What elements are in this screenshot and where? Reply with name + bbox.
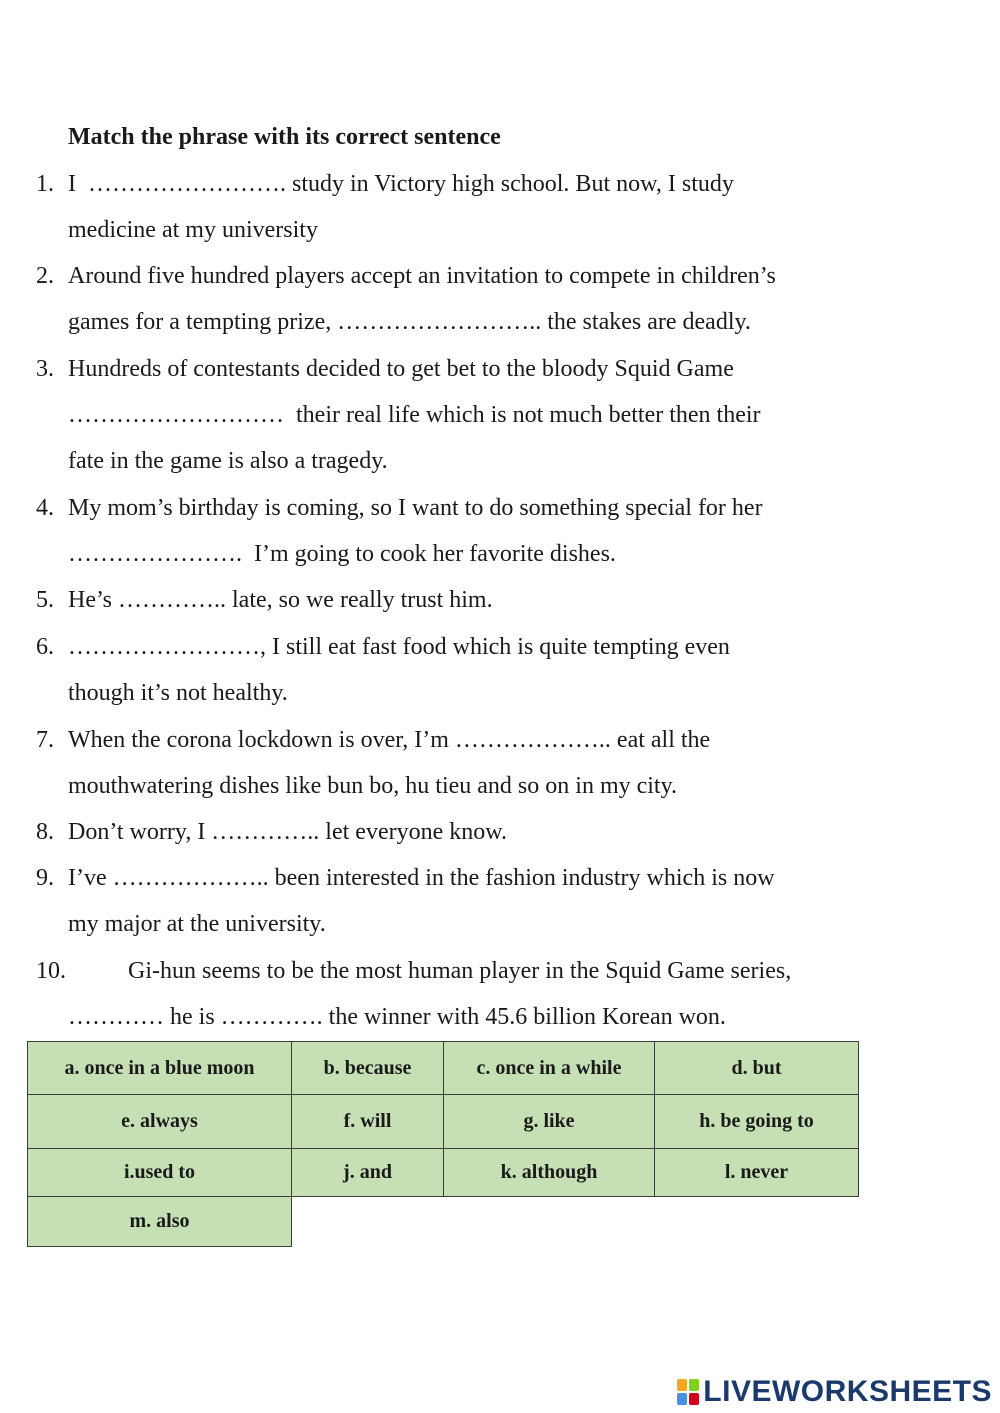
question-text-line: ………… he is …………. the winner with 45.6 billion Korean won. xyxy=(68,1004,726,1030)
question-number: 5. xyxy=(36,587,54,613)
logo-block xyxy=(677,1379,687,1391)
logo-block xyxy=(677,1393,687,1405)
table-row xyxy=(28,1095,859,1149)
question-text-line: I ……………………. study in Victory high school. But now, I study xyxy=(68,171,734,197)
question-text-line: Gi-hun seems to be the most human player in the Squid Game series, xyxy=(128,958,792,984)
answer-option[interactable]: m. also xyxy=(28,1197,292,1247)
logo-block xyxy=(689,1379,699,1391)
table-row xyxy=(28,1149,859,1197)
question-text-line: mouthwatering dishes like bun bo, hu tieu and so on in my city. xyxy=(68,773,678,799)
question-number: 6. xyxy=(36,634,54,660)
question-text-line: My mom’s birthday is coming, so I want to do something special for her xyxy=(68,495,763,521)
answer-option[interactable]: e. always xyxy=(28,1095,292,1149)
question-number: 10. xyxy=(36,958,66,984)
question-text-line: ……………………, I still eat fast food which is quite tempting even xyxy=(68,634,730,660)
question-text-line: medicine at my university xyxy=(68,217,318,243)
question-text-line: ……………………… their real life which is not much better then their xyxy=(68,402,761,428)
question-text-line: Don’t worry, I ………….. let everyone know. xyxy=(68,819,508,845)
answer-option[interactable]: i.used to xyxy=(28,1149,292,1197)
liveworksheets-watermark xyxy=(677,1375,992,1409)
answer-option[interactable]: h. be going to xyxy=(655,1095,859,1149)
answer-option[interactable]: k. although xyxy=(444,1149,655,1197)
page-title: Match the phrase with its correct sentence xyxy=(68,124,501,150)
answer-option[interactable]: c. once in a while xyxy=(444,1042,655,1095)
answer-option[interactable]: a. once in a blue moon xyxy=(28,1042,292,1095)
question-text-line: games for a tempting prize, …………………….. the stakes are deadly. xyxy=(68,309,751,335)
answer-option[interactable]: j. and xyxy=(292,1149,444,1197)
watermark-text: LIVEWORKSHEETS xyxy=(703,1375,992,1408)
question-number: 3. xyxy=(36,356,54,382)
question-text-line: He’s ………….. late, so we really trust him. xyxy=(68,587,493,613)
question-text-line: …………………. I’m going to cook her favorite dishes. xyxy=(68,541,616,567)
empty-cell xyxy=(292,1197,859,1247)
question-number: 7. xyxy=(36,727,54,753)
question-text-line: fate in the game is also a tragedy. xyxy=(68,448,388,474)
question-text-line: I’ve ……………….. been interested in the fashion industry which is now xyxy=(68,865,775,891)
liveworksheets-logo-icon xyxy=(677,1379,699,1405)
answer-option[interactable]: f. will xyxy=(292,1095,444,1149)
question-text-line: though it’s not healthy. xyxy=(68,680,288,706)
question-text-line: Hundreds of contestants decided to get bet to the bloody Squid Game xyxy=(68,356,734,382)
question-number: 9. xyxy=(36,865,54,891)
question-number: 8. xyxy=(36,819,54,845)
question-text-line: When the corona lockdown is over, I’m ……………….. eat all the xyxy=(68,727,711,753)
table-row xyxy=(28,1042,859,1095)
question-number: 1. xyxy=(36,171,54,197)
answer-option[interactable]: g. like xyxy=(444,1095,655,1149)
answer-bank-table xyxy=(27,1041,859,1247)
answer-option[interactable]: b. because xyxy=(292,1042,444,1095)
logo-block xyxy=(689,1393,699,1405)
question-number: 2. xyxy=(36,263,54,289)
question-number: 4. xyxy=(36,495,54,521)
question-text-line: Around five hundred players accept an invitation to compete in children’s xyxy=(68,263,776,289)
table-row xyxy=(28,1197,859,1247)
answer-option[interactable]: l. never xyxy=(655,1149,859,1197)
answer-option[interactable]: d. but xyxy=(655,1042,859,1095)
question-text-line: my major at the university. xyxy=(68,911,326,937)
